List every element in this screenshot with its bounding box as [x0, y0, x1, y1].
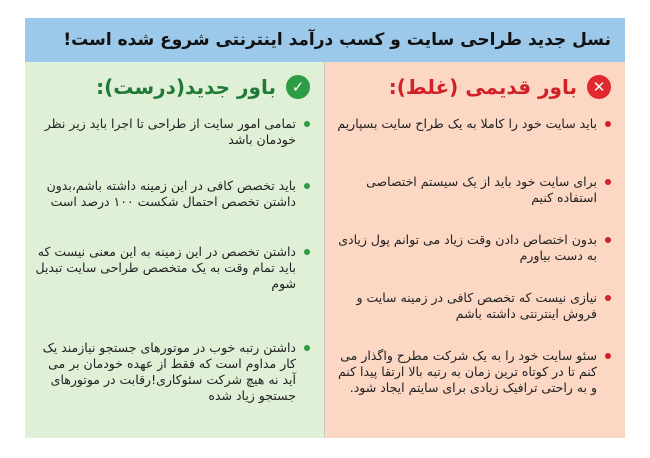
- list-item: نیازی نیست که تخصص کافی در زمینه سایت و فروش اینترنتی داشته باشم: [335, 286, 611, 344]
- list-item: تمامی امور سایت از طراحی تا اجرا باید زیر نظر خودمان باشد: [35, 112, 310, 174]
- new-belief-header: [25, 62, 324, 112]
- bullet-icon: [304, 249, 310, 255]
- old-belief-list: [325, 112, 625, 424]
- bullet-icon: [605, 295, 611, 301]
- page-title: نسل جدید طراحی سایت و کسب درآمد اینترنتی شروع شده است!: [25, 18, 625, 62]
- bullet-icon: [304, 183, 310, 189]
- bullet-icon: [605, 121, 611, 127]
- list-item: بدون اختصاص دادن وقت زیاد می توانم پول زیادی به دست بیاورم: [335, 228, 611, 286]
- list-item: داشتن رتبه خوب در موتورهای جستجو نیازمند یک کار مداوم است که فقط از عهده خودمان بر می آید نه هیچ شرکت سئوکاری!رقابت در موتورهای جستجو زیاد شده: [35, 336, 310, 396]
- list-item: برای سایت خود باید از یک سیستم اختصاصی استفاده کنیم: [335, 170, 611, 228]
- bullet-icon: [304, 121, 310, 127]
- comparison-card: [25, 18, 625, 438]
- list-item: باید تخصص کافی در این زمینه داشته باشم،بدون داشتن تخصص احتمال شکست ۱۰۰ درصد است: [35, 174, 310, 240]
- bullet-icon: [605, 237, 611, 243]
- list-item: سئو سایت خود را به یک شرکت مطرح واگذار می کنم تا در کوتاه ترین زمان به رتبه بالا ارتقا پیدا کنم و به راحتی ترافیک زیادی برای سایتم ایجاد شود.: [335, 344, 611, 424]
- check-icon: ✓: [286, 75, 310, 99]
- new-belief-list: [25, 112, 324, 403]
- bullet-icon: [605, 179, 611, 185]
- old-belief-header: [325, 62, 625, 112]
- bullet-icon: [605, 353, 611, 359]
- bullet-icon: [304, 345, 310, 351]
- list-item: داشتن تخصص در این زمینه به این معنی نیست که باید تمام وقت به یک متخصص طراحی سایت تبدیل شوم: [35, 240, 310, 336]
- list-item: باید سایت خود را کاملا به یک طراح سایت بسپاریم: [335, 112, 611, 170]
- old-belief-title: باور قدیمی (غلط):: [388, 75, 577, 99]
- old-belief-column: [325, 62, 625, 438]
- new-belief-column: [25, 62, 325, 438]
- x-icon: ✕: [587, 75, 611, 99]
- new-belief-title: باور جدید(درست):: [96, 75, 276, 99]
